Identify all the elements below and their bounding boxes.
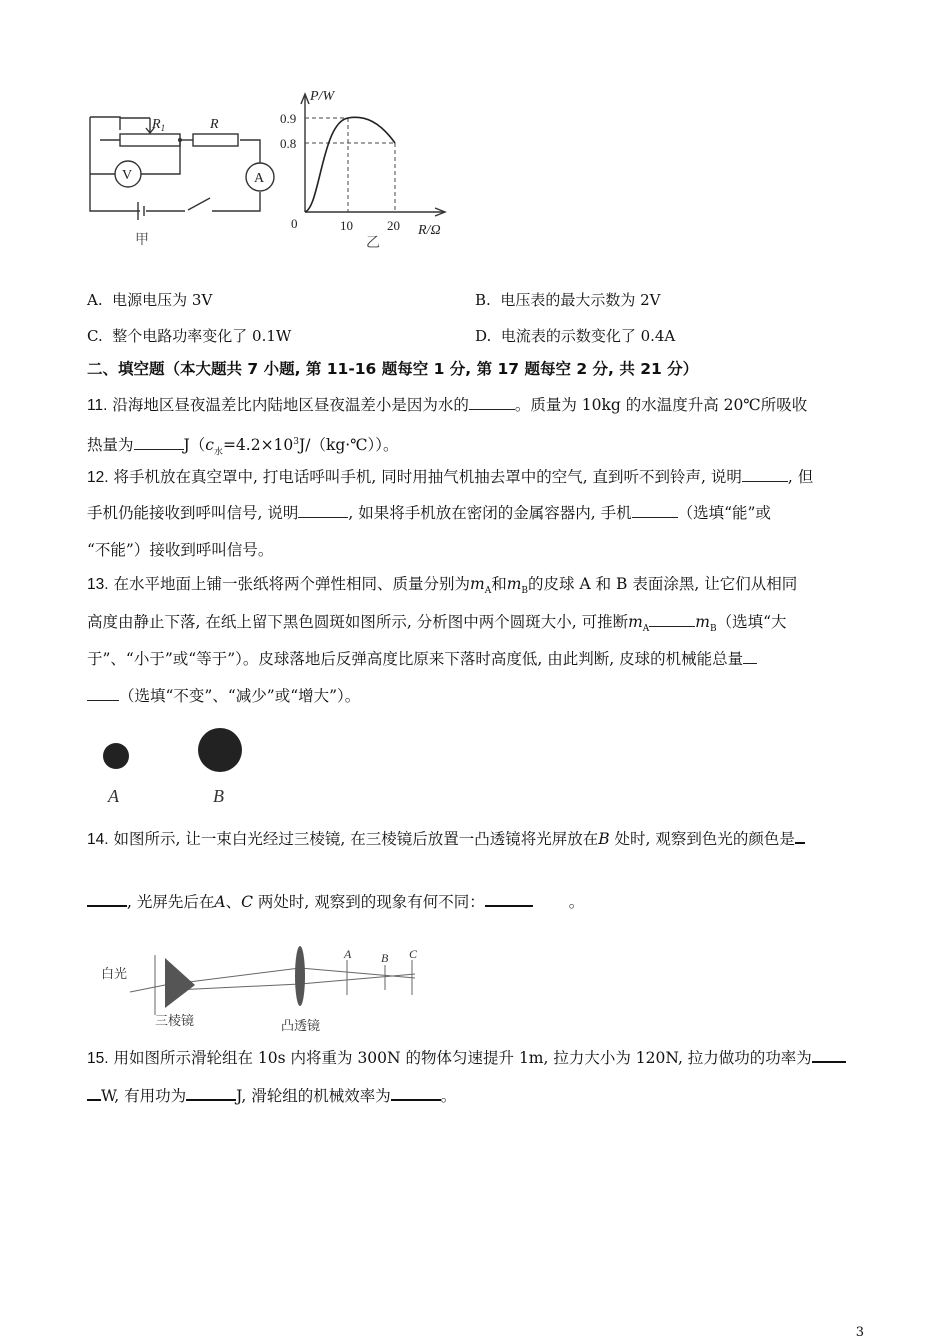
circuit-caption: 甲 (135, 233, 149, 248)
y-axis-label: P/W (310, 89, 335, 104)
prism-shape (165, 958, 195, 1008)
circuit-diagram (80, 100, 280, 250)
x-tick-20: 20 (387, 218, 400, 233)
y-tick-0.9: 0.9 (280, 111, 297, 126)
q13-line-1: 13. 在水平地面上铺一张纸将两个弹性相同、质量分别为$m_A$和$m_B$的皮球 A 和 B 表面涂黑, 让它们从相同 (87, 575, 798, 597)
lens-shape (295, 946, 305, 1006)
q12-line-1: 12. 将手机放在真空罩中, 打电话呼叫手机, 同时用抽气机抽去罩中的空气, 直到听不到铃声, 说明 , 但 (87, 468, 814, 486)
section-title: 二、填空题（本大题共 7 小题, 第 11-16 题每空 1 分, 第 17 题每空 2 分, 共 21 分） (87, 360, 699, 378)
prism-label: 三棱镜 (155, 1013, 195, 1028)
point-b-label: B (381, 951, 389, 965)
option-a: A. 电源电压为 3V (87, 291, 213, 309)
lens-label: 凸透镜 (281, 1018, 321, 1033)
spot-b-label: B (213, 786, 224, 806)
power-resistance-graph (280, 82, 460, 252)
r1-label: $R_1$ (152, 117, 166, 133)
q13-line-4: （选填“不变”、“减少”或“增大”）。 (87, 686, 360, 706)
q14-line-1: 14. 如图所示, 让一束白光经过三棱镜, 在三棱镜后放置一凸透镜将光屏放在B 处时, 观察到色光的颜色是 (87, 828, 805, 850)
option-d: D. 电流表的示数变化了 0.4A (475, 327, 676, 345)
q15-line-1: 15. 用如图所示滑轮组在 10s 内将重为 300N 的物体匀速提升 1m, 拉力大小为 120N, 拉力做功的功率为 (87, 1047, 846, 1069)
ammeter-label: A (254, 171, 265, 186)
spot-b (198, 728, 242, 772)
page-number: 3 (855, 1325, 864, 1340)
spots-figure (95, 720, 255, 810)
y-tick-0.8: 0.8 (280, 136, 297, 151)
prism-lens-figure (95, 940, 435, 1035)
x-tick-10: 10 (340, 218, 353, 233)
point-c-label: C (409, 947, 418, 961)
spot-a (103, 743, 129, 769)
q11-line-2: 热量为 $J(c_水=4.2\times 10^3J/(kg\cdot℃))$。 (87, 436, 399, 458)
option-c: C. 整个电路功率变化了 0.1W (87, 327, 292, 345)
option-b: B. 电压表的最大示数为 2V (475, 291, 661, 309)
q13-line-3: 于”、“小于”或“等于”）。皮球落地后反弹高度比原来下落时高度低, 由此判断, 皮球的机械能总量 (87, 649, 757, 669)
q13-line-2: 高度由静止下落, 在纸上留下黑色圆斑如图所示, 分析图中两个圆斑大小, 可推断$m_A$ $m_B$（选填“大 (87, 613, 787, 635)
q15-line-2: W, 有用功为 J, 滑轮组的机械效率为 。 (87, 1085, 456, 1106)
white-light-label: 白光 (101, 966, 128, 981)
q12-line-3: “不能”）接收到呼叫信号。 (87, 541, 274, 559)
power-curve (305, 117, 395, 212)
point-a-label: A (344, 947, 352, 961)
x-tick-0: 0 (291, 216, 298, 231)
x-axis-label: R/Ω (418, 223, 441, 238)
q14-line-2: , 光屏先后在A、C 两处时, 观察到的现象有何不同： 。 (87, 891, 584, 912)
q12-line-2: 手机仍能接收到呼叫信号, 说明 , 如果将手机放在密闭的金属容器内, 手机 （选填“能”或 (87, 504, 771, 522)
r-label: R (210, 117, 219, 132)
voltmeter-label: V (122, 168, 133, 183)
q11-line-1: 11. 沿海地区昼夜温差比内陆地区昼夜温差小是因为水的 。质量为 10kg 的水温度升高 20℃所吸收 (87, 396, 808, 414)
spot-a-label: A (108, 786, 119, 806)
graph-caption: 乙 (366, 236, 380, 251)
